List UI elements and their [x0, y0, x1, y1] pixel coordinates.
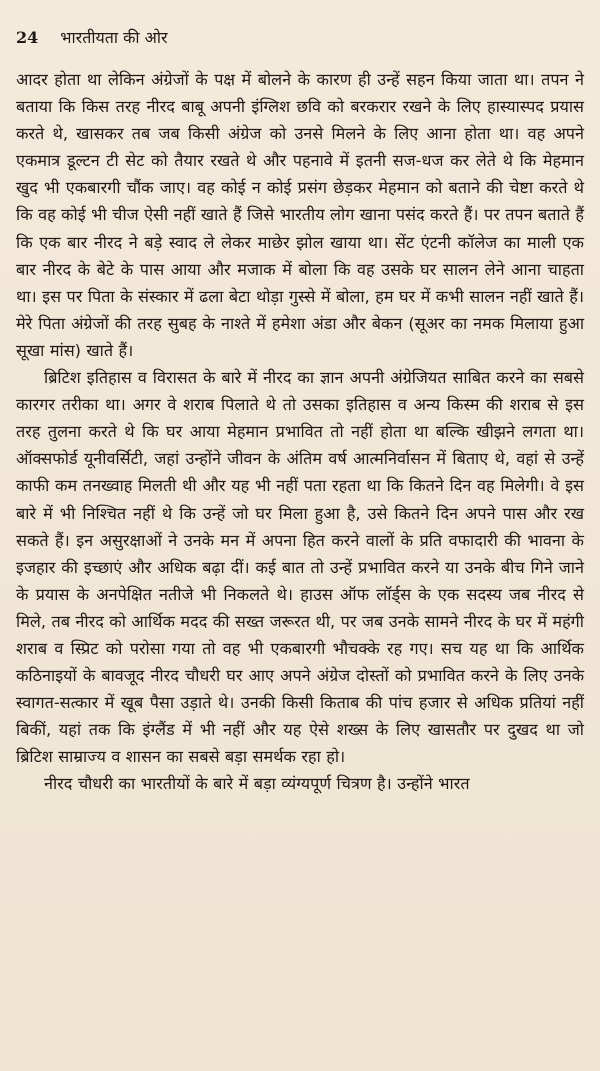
paragraph-2: ब्रिटिश इतिहास व विरासत के बारे में नीरद का ज्ञान अपनी अंग्रेजियत साबित करने का सबसे कारगर तरीका था। अगर वे शराब पिलाते थे तो उसका इतिहास व अन्य किस्म की शराब से इस तरह तुलना करते थे कि घर आया मेहमान प्रभावित तो नहीं होता था बल्कि खीझने लगता था। ऑक्सफोर्ड यूनीवर्सिटी, जहां उन्होंने जीवन के अंतिम वर्ष आत्मनिर्वासन में बिताए थे, वहां से उन्हें काफी कम तनख्वाह मिलती थी और यह भी नहीं पता रहता था कि कितने दिन वह मिलेगी। वे इस बारे में भी निश्चित नहीं थे कि उन्हें जो घर मिला हुआ है, उसे कितने दिन अपने पास और रख सकते हैं। इन असुरक्षाओं ने उनके मन में अपना हित करने वालों के प्रति वफादारी की भावना के इजहार की इच्छाएं और अधिक बढ़ा दीं। कई बात तो उन्हें प्रभावित करने या उनके बीच गिने जाने के प्रयास के अनपेक्षित नतीजे भी निकलते थे। हाउस ऑफ लॉर्ड्स के एक सदस्य जब नीरद से मिले, तब नीरद को आर्थिक मदद की सख्त जरूरत थी, पर जब उनके सामने नीरद के घर में महंगी शराब व स्प्रिट को परोसा गया तो वह भी एकबारगी भौचक्के रह गए। सच यह था कि आर्थिक कठिनाइयों के बावजूद नीरद चौधरी घर आए अपने अंग्रेज दोस्तों को प्रभावित करने के लिए उनके स्वागत-सत्कार में खूब पैसा उड़ाते थे। उनकी किसी किताब की पांच हजार से अधिक प्रतियां नहीं बिकीं, यहां तक कि इंग्लैंड में भी नहीं और यह ऐसे शख्स के लिए खासतौर पर दुखद था जो ब्रिटिश साम्राज्य व शासन का सबसे बड़ा समर्थक रहा हो।	[16, 368, 584, 767]
paragraph-1: आदर होता था लेकिन अंग्रेजों के पक्ष में बोलने के कारण ही उन्हें सहन किया जाता था। तपन ने बताया कि किस तरह नीरद बाबू अपनी इंग्लिश छवि को बरकरार रखने के लिए हास्यास्पद प्रयास करते थे, खासकर तब जब किसी अंग्रेज को उनसे मिलने के लिए आना होता था। वह अपने एकमात्र डूल्टन टी सेट को तैयार रखते थे और पहनावे में इतनी सज-धज कर लेते थे कि मेहमान खुद भी एकबारगी चौंक जाए। वह कोई न कोई प्रसंग छेड़कर मेहमान को बताने की चेष्टा करते थे कि वह कोई भी चीज ऐसी नहीं खाते हैं जिसे भारतीय लोग खाना पसंद करते हैं। पर तपन बताते हैं कि एक बार नीरद ने बड़े स्वाद ले लेकर माछेर झोल खाया था। सेंट एंटनी कॉलेज का माली एक बार नीरद के बेटे के पास आया और मजाक में बोला कि वह उसके घर सालन लेने आना चाहता था। इस पर पिता के संस्कार में ढला बेटा थोड़ा गुस्से में बोला, हम घर में कभी सालन नहीं खाते हैं। मेरे पिता अंग्रेजों की तरह सुबह के नाश्ते में हमेशा अंडा और बेकन (सूअर का नमक मिलाया हुआ सूखा मांस) खाते हैं।	[16, 70, 584, 360]
running-title: भारतीयता की ओर	[60, 28, 168, 47]
page-header	[16, 28, 584, 52]
paragraph-3: नीरद चौधरी का भारतीयों के बारे में बड़ा व्यंग्यपूर्ण चित्रण है। उन्होंने भारत	[44, 774, 470, 794]
page-number: 24	[16, 28, 39, 47]
